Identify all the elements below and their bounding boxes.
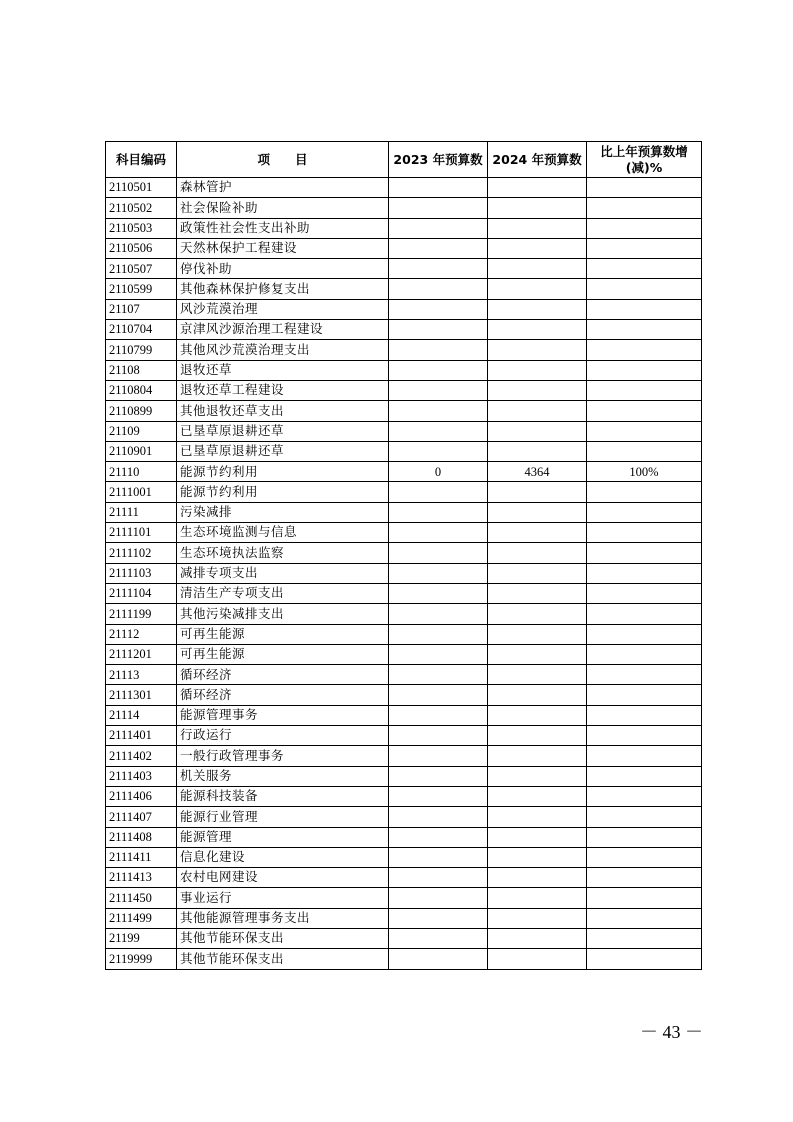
budget-2023-cell [389,604,488,624]
budget-2023-cell [389,563,488,583]
item-name-cell: 京津风沙源治理工程建设 [177,320,389,340]
budget-2024-cell [488,583,587,603]
item-name-cell: 生态环境监测与信息 [177,523,389,543]
budget-2024-cell [488,624,587,644]
change-percent-cell [587,786,702,806]
budget-2024-cell [488,178,587,198]
budget-2024-cell [488,543,587,563]
code-cell: 21113 [106,665,177,685]
budget-2023-cell [389,401,488,421]
budget-2023-cell [389,238,488,258]
table-row [106,868,702,888]
item-name-cell: 农村电网建设 [177,868,389,888]
budget-2024-cell [488,502,587,522]
item-name-cell: 能源行业管理 [177,807,389,827]
budget-2024-cell [488,705,587,725]
budget-2024-cell [488,563,587,583]
budget-2023-cell [389,705,488,725]
item-name-cell: 已垦草原退耕还草 [177,441,389,461]
budget-2024-cell [488,279,587,299]
page-number: － 43 － [640,1022,703,1042]
table-row [106,786,702,806]
change-percent-cell [587,320,702,340]
item-name-cell: 其他污染减排支出 [177,604,389,624]
code-cell: 2111103 [106,563,177,583]
code-cell: 2111413 [106,868,177,888]
budget-2024-cell [488,198,587,218]
change-percent-cell [587,807,702,827]
code-cell: 2110901 [106,441,177,461]
budget-2023-cell [389,786,488,806]
change-percent-cell [587,198,702,218]
code-cell: 2110503 [106,218,177,238]
table-row [106,401,702,421]
item-name-cell: 社会保险补助 [177,198,389,218]
change-percent-cell [587,421,702,441]
item-name-cell: 其他风沙荒漠治理支出 [177,340,389,360]
table-row [106,279,702,299]
code-cell: 21107 [106,299,177,319]
item-name-cell: 天然林保护工程建设 [177,238,389,258]
change-percent-cell [587,441,702,461]
change-percent-cell [587,482,702,502]
item-name-cell: 能源管理事务 [177,705,389,725]
table-row [106,644,702,664]
table-row [106,421,702,441]
budget-2023-cell [389,685,488,705]
code-cell: 2111104 [106,583,177,603]
table-row [106,198,702,218]
change-percent-cell [587,644,702,664]
budget-2023-cell [389,827,488,847]
table-row [106,827,702,847]
table-row [106,462,702,482]
budget-2023-cell [389,807,488,827]
table-row [106,380,702,400]
code-cell: 2111101 [106,523,177,543]
table-row [106,949,702,969]
change-percent-cell [587,624,702,644]
budget-2023-cell: 0 [389,462,488,482]
budget-2024-cell [488,888,587,908]
change-percent-cell [587,360,702,380]
item-name-cell: 减排专项支出 [177,563,389,583]
budget-2023-cell [389,624,488,644]
code-cell: 21199 [106,928,177,948]
change-percent-cell [587,847,702,867]
code-cell: 2110506 [106,238,177,258]
budget-2024-cell [488,928,587,948]
table-row [106,766,702,786]
budget-2024-cell [488,259,587,279]
table-header-row [106,142,702,178]
change-percent-cell [587,259,702,279]
budget-2024-cell [488,441,587,461]
budget-2024-cell [488,685,587,705]
item-name-cell: 已垦草原退耕还草 [177,421,389,441]
budget-2023-cell [389,380,488,400]
budget-2023-cell [389,868,488,888]
item-name-cell: 其他能源管理事务支出 [177,908,389,928]
code-cell: 2111401 [106,726,177,746]
budget-2023-cell [389,644,488,664]
budget-2023-cell [389,949,488,969]
table-row [106,320,702,340]
budget-2023-cell [389,928,488,948]
budget-2023-cell [389,441,488,461]
item-name-cell: 能源节约利用 [177,482,389,502]
table-row [106,847,702,867]
budget-2024-cell [488,827,587,847]
budget-2024-cell [488,807,587,827]
code-cell: 2111450 [106,888,177,908]
change-percent-cell [587,705,702,725]
change-percent-cell [587,726,702,746]
budget-2024-cell [488,340,587,360]
item-name-cell: 其他节能环保支出 [177,949,389,969]
change-percent-cell [587,380,702,400]
table-body [106,178,702,970]
item-name-cell: 生态环境执法监察 [177,543,389,563]
code-cell: 2110704 [106,320,177,340]
code-cell: 2111402 [106,746,177,766]
item-name-cell: 政策性社会性支出补助 [177,218,389,238]
code-cell: 2111199 [106,604,177,624]
table-row [106,360,702,380]
item-name-cell: 风沙荒漠治理 [177,299,389,319]
change-percent-cell [587,766,702,786]
item-name-cell: 退牧还草工程建设 [177,380,389,400]
item-name-cell: 循环经济 [177,665,389,685]
budget-2023-cell [389,340,488,360]
code-cell: 21109 [106,421,177,441]
budget-table [105,141,702,970]
table-row [106,624,702,644]
item-name-cell: 行政运行 [177,726,389,746]
change-percent-cell [587,218,702,238]
item-name-cell: 可再生能源 [177,644,389,664]
code-cell: 21111 [106,502,177,522]
change-percent-cell [587,665,702,685]
budget-2024-cell [488,746,587,766]
budget-2024-cell [488,299,587,319]
code-cell: 21110 [106,462,177,482]
budget-2023-cell [389,259,488,279]
table-row [106,665,702,685]
budget-2023-cell [389,726,488,746]
budget-2023-cell [389,665,488,685]
code-cell: 2110599 [106,279,177,299]
budget-2024-cell [488,421,587,441]
table-row [106,218,702,238]
budget-2023-cell [389,299,488,319]
change-percent-cell [587,502,702,522]
budget-2023-cell [389,178,488,198]
budget-2023-cell [389,766,488,786]
item-name-cell: 污染减排 [177,502,389,522]
code-cell: 2110501 [106,178,177,198]
change-percent-cell [587,299,702,319]
code-cell: 21112 [106,624,177,644]
code-cell: 21114 [106,705,177,725]
budget-2024-cell [488,218,587,238]
table-row [106,807,702,827]
table-row [106,583,702,603]
item-name-cell: 森林管护 [177,178,389,198]
change-percent-cell [587,888,702,908]
budget-2024-cell [488,949,587,969]
code-cell: 2110799 [106,340,177,360]
item-name-cell: 可再生能源 [177,624,389,644]
budget-2023-cell [389,908,488,928]
table-row [106,746,702,766]
budget-2024-cell [488,786,587,806]
budget-2024-cell [488,238,587,258]
budget-2023-cell [389,360,488,380]
table-row [106,523,702,543]
item-name-cell: 能源管理 [177,827,389,847]
item-name-cell: 能源节约利用 [177,462,389,482]
code-cell: 2110804 [106,380,177,400]
header-budget-2024: 2024 年预算数 [488,142,587,178]
change-percent-cell [587,827,702,847]
budget-2023-cell [389,888,488,908]
budget-2023-cell [389,279,488,299]
budget-2023-cell [389,583,488,603]
change-percent-cell [587,238,702,258]
budget-2024-cell [488,644,587,664]
change-percent-cell [587,563,702,583]
budget-2023-cell [389,198,488,218]
change-percent-cell: 100% [587,462,702,482]
table-row [106,928,702,948]
budget-2024-cell [488,360,587,380]
budget-2024-cell: 4364 [488,462,587,482]
item-name-cell: 其他节能环保支出 [177,928,389,948]
table-row [106,340,702,360]
change-percent-cell [587,543,702,563]
code-cell: 2111201 [106,644,177,664]
code-cell: 2110502 [106,198,177,218]
table-row [106,259,702,279]
code-cell: 2111102 [106,543,177,563]
code-cell: 21108 [106,360,177,380]
table-row [106,543,702,563]
change-percent-cell [587,949,702,969]
item-name-cell: 信息化建设 [177,847,389,867]
code-cell: 2111301 [106,685,177,705]
budget-2023-cell [389,847,488,867]
header-change: 比上年预算数增(减)% [587,142,702,178]
change-percent-cell [587,868,702,888]
budget-2023-cell [389,746,488,766]
table-row [106,563,702,583]
change-percent-cell [587,604,702,624]
header-name: 项 目 [177,142,389,178]
table-row [106,502,702,522]
table-row [106,888,702,908]
change-percent-cell [587,908,702,928]
change-percent-cell [587,523,702,543]
code-cell: 2111403 [106,766,177,786]
budget-2023-cell [389,482,488,502]
item-name-cell: 机关服务 [177,766,389,786]
code-cell: 2111408 [106,827,177,847]
item-name-cell: 停伐补助 [177,259,389,279]
budget-2023-cell [389,543,488,563]
budget-2024-cell [488,523,587,543]
change-percent-cell [587,746,702,766]
item-name-cell: 循环经济 [177,685,389,705]
budget-2024-cell [488,320,587,340]
budget-2024-cell [488,766,587,786]
header-budget-2023: 2023 年预算数 [389,142,488,178]
budget-2024-cell [488,380,587,400]
change-percent-cell [587,401,702,421]
change-percent-cell [587,178,702,198]
budget-2024-cell [488,401,587,421]
budget-2023-cell [389,523,488,543]
budget-2024-cell [488,665,587,685]
item-name-cell: 清洁生产专项支出 [177,583,389,603]
change-percent-cell [587,279,702,299]
change-percent-cell [587,583,702,603]
budget-2024-cell [488,868,587,888]
budget-2024-cell [488,847,587,867]
budget-2023-cell [389,320,488,340]
item-name-cell: 退牧还草 [177,360,389,380]
budget-2024-cell [488,604,587,624]
code-cell: 2111499 [106,908,177,928]
budget-2024-cell [488,908,587,928]
code-cell: 2111001 [106,482,177,502]
code-cell: 2110507 [106,259,177,279]
budget-2024-cell [488,726,587,746]
budget-2023-cell [389,421,488,441]
header-code: 科目编码 [106,142,177,178]
code-cell: 2111407 [106,807,177,827]
item-name-cell: 能源科技装备 [177,786,389,806]
table-row [106,482,702,502]
table-row [106,299,702,319]
code-cell: 2110899 [106,401,177,421]
table-row [106,238,702,258]
budget-2023-cell [389,218,488,238]
item-name-cell: 其他退牧还草支出 [177,401,389,421]
code-cell: 2111411 [106,847,177,867]
item-name-cell: 事业运行 [177,888,389,908]
table-row [106,178,702,198]
change-percent-cell [587,685,702,705]
code-cell: 2111406 [106,786,177,806]
change-percent-cell [587,340,702,360]
table-row [106,604,702,624]
table-row [106,726,702,746]
table-row [106,685,702,705]
table-row [106,441,702,461]
table-row [106,705,702,725]
change-percent-cell [587,928,702,948]
table-row [106,908,702,928]
item-name-cell: 其他森林保护修复支出 [177,279,389,299]
code-cell: 2119999 [106,949,177,969]
item-name-cell: 一般行政管理事务 [177,746,389,766]
budget-2024-cell [488,482,587,502]
budget-2023-cell [389,502,488,522]
